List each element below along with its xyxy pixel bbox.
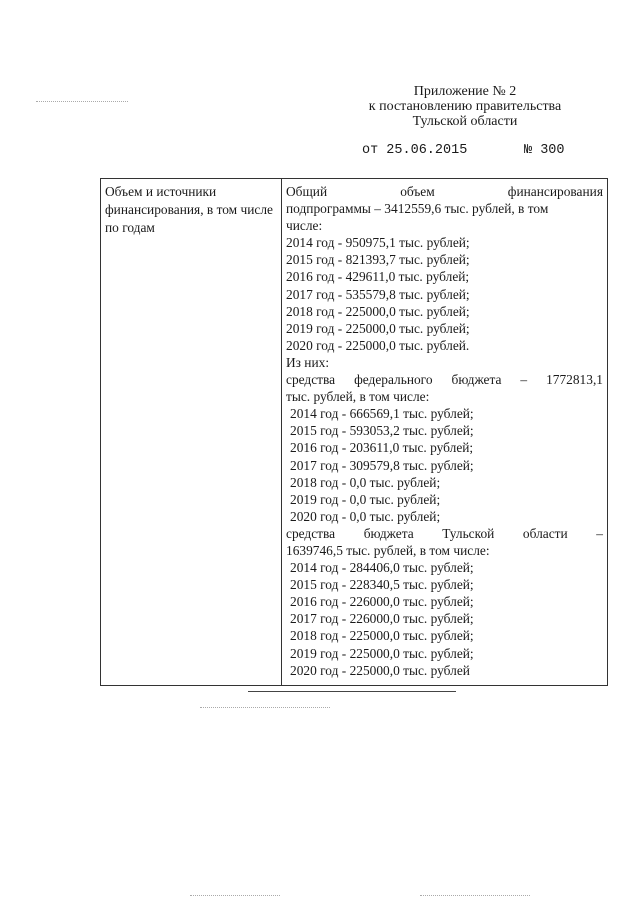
federal-budget-line: средства федерального бюджета – 1772813,1 bbox=[286, 372, 603, 388]
financing-row bbox=[101, 179, 608, 686]
scan-artifact bbox=[190, 895, 280, 896]
total-financing-including: числе: bbox=[286, 218, 323, 234]
total-financing-amount: подпрограммы – 3412559,6 тыс. рублей, в том bbox=[286, 201, 549, 217]
region-name: Тульской области bbox=[412, 114, 518, 129]
financing-details-cell bbox=[282, 179, 608, 686]
year-line: 2019 год - 225000,0 тыс. рублей; bbox=[290, 645, 474, 661]
year-line: 2014 год - 950975,1 тыс. рублей; bbox=[286, 235, 470, 251]
year-line: 2016 год - 203611,0 тыс. рублей; bbox=[290, 440, 474, 456]
year-line: 2020 год - 225000,0 тыс. рублей bbox=[290, 662, 470, 678]
document-header bbox=[340, 84, 590, 129]
scan-artifact bbox=[420, 895, 530, 896]
resolution-date: от 25.06.2015 bbox=[362, 143, 468, 158]
financing-label-cell bbox=[101, 179, 282, 686]
year-line: 2014 год - 284406,0 тыс. рублей; bbox=[290, 560, 474, 576]
year-line: 2018 год - 225000,0 тыс. рублей; bbox=[290, 628, 474, 644]
year-line: 2019 год - 0,0 тыс. рублей; bbox=[290, 491, 441, 507]
scan-artifact bbox=[36, 101, 128, 102]
year-line: 2020 год - 0,0 тыс. рублей; bbox=[290, 508, 441, 524]
regional-budget-including: 1639746,5 тыс. рублей, в том числе: bbox=[286, 542, 490, 558]
federal-years-list bbox=[286, 405, 603, 525]
regional-budget-line: средства бюджета Тульской области – bbox=[286, 525, 603, 541]
year-line: 2017 год - 226000,0 тыс. рублей; bbox=[290, 611, 474, 627]
financing-label: Объем и источники финансирования, в том числе по годам bbox=[105, 184, 273, 235]
year-line: 2016 год - 429611,0 тыс. рублей; bbox=[286, 269, 470, 285]
financing-table bbox=[100, 178, 608, 686]
year-line: 2018 год - 0,0 тыс. рублей; bbox=[290, 474, 441, 490]
total-years-list bbox=[286, 234, 603, 354]
year-line: 2015 год - 228340,5 тыс. рублей; bbox=[290, 577, 474, 593]
total-financing-line: Общий объем финансирования bbox=[286, 184, 603, 199]
resolution-reference: к постановлению правительства bbox=[368, 99, 562, 114]
year-line: 2014 год - 666569,1 тыс. рублей; bbox=[290, 406, 474, 422]
year-line: 2019 год - 225000,0 тыс. рублей; bbox=[286, 320, 470, 336]
year-line: 2016 год - 226000,0 тыс. рублей; bbox=[290, 594, 474, 610]
closing-rule bbox=[248, 691, 456, 692]
year-line: 2017 год - 309579,8 тыс. рублей; bbox=[290, 457, 474, 473]
appendix-title: Приложение № 2 bbox=[413, 84, 517, 99]
scan-artifact bbox=[200, 707, 330, 708]
year-line: 2015 год - 821393,7 тыс. рублей; bbox=[286, 252, 470, 268]
resolution-number: № 300 bbox=[524, 143, 565, 158]
regional-years-list bbox=[286, 559, 603, 679]
year-line: 2017 год - 535579,8 тыс. рублей; bbox=[286, 286, 470, 302]
year-line: 2015 год - 593053,2 тыс. рублей; bbox=[290, 423, 474, 439]
of-them-label: Из них: bbox=[286, 354, 330, 370]
year-line: 2018 год - 225000,0 тыс. рублей; bbox=[286, 303, 470, 319]
year-line: 2020 год - 225000,0 тыс. рублей. bbox=[286, 337, 470, 353]
federal-budget-including: тыс. рублей, в том числе: bbox=[286, 389, 430, 405]
